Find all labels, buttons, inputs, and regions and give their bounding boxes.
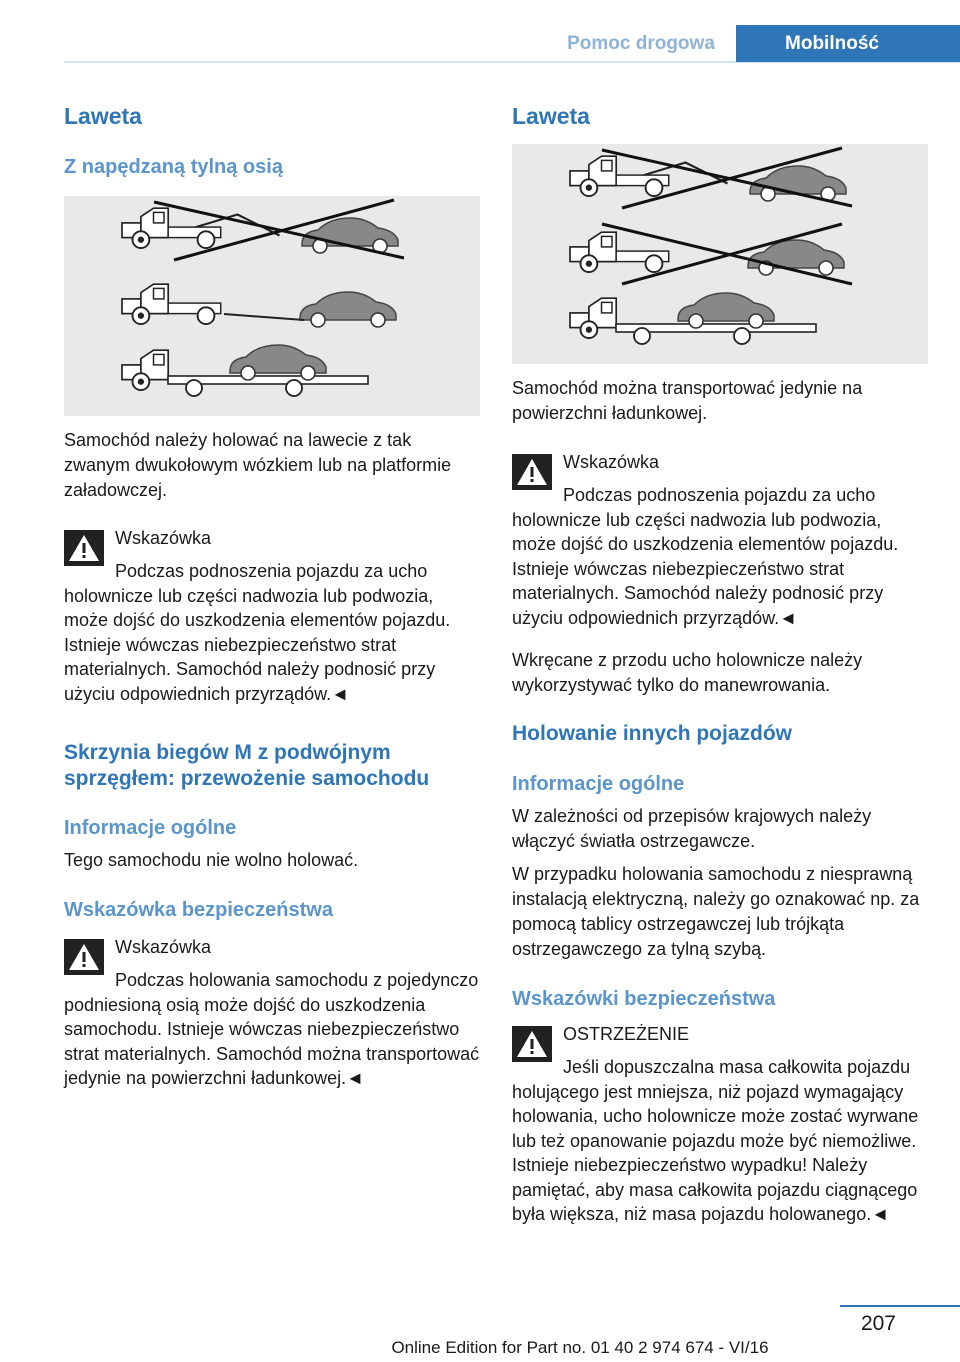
warning-text: Podczas holowania samochodu z pojedynczo podniesioną osią może dojść do uszkodzenia samochodu. Istnieje wówczas niebezpieczeństwo strat materialnych. Samochód można transportować jedynie na powierzchni ładunkowej.◄	[64, 970, 480, 1088]
tab-pomoc-drogowa[interactable]: Pomoc drogowa	[567, 32, 715, 54]
page-number: 207	[860, 1312, 896, 1335]
warning-text: Podczas podnoszenia pojazdu za ucho holownicze lub części nadwozia lub podwozia, może dojść do uszkodzenia elementów pojazdu. Istnieje wówczas niebezpieczeństwo strat materialnych. Samochód należy podnosić przy użyciu odpowiednich przyrządów.◄	[64, 561, 451, 704]
tow-truck-illustration	[512, 144, 928, 364]
subtitle-rear-axle: Z napędzaną tylną osią	[64, 156, 283, 178]
paragraph-no-tow: Tego samochodu nie wolno holować.	[64, 850, 359, 870]
section-title-laweta: Laweta	[64, 103, 142, 129]
subheading-safety: Wskazówki bezpieczeństwa	[512, 988, 776, 1010]
warning-title: Wskazówka	[115, 528, 212, 548]
warning-title: OSTRZEŻENIE	[563, 1024, 690, 1044]
tab-edge	[928, 25, 960, 62]
warning-text: Podczas podnoszenia pojazdu za ucho holownicze lub części nadwozia lub podwozia, może dojść do uszkodzenia elementów pojazdu. Istnieje wówczas niebezpieczeństwo strat materialnych. Samochód należy podnosić przy użyciu odpowiednich przyrządów.◄	[512, 485, 899, 628]
tab-mobilnosc[interactable]: Mobilność	[736, 25, 928, 62]
paragraph-hazard-lights: W zależności od przepisów krajowych należy włączyć światła ostrzegawcze.	[512, 806, 872, 851]
footer-rule	[840, 1305, 960, 1307]
subheading-general-info: Informacje ogólne	[64, 817, 237, 839]
paragraph-laweta: Samochód należy holować na lawecie z tak zwanym dwukołowym wózkiem lub na platformie załadowczej.	[64, 430, 452, 500]
heading-towing-others: Holowanie innych pojazdów	[512, 722, 793, 745]
subheading-safety: Wskazówka bezpieczeństwa	[64, 899, 333, 921]
paragraph-warning-sign: W przypadku holowania samochodu z niesprawną instalacją elektryczną, należy go oznakować np. za pomocą tablicy ostrzegawczej lub trójkąta ostrzegawczego za tylną szybą.	[512, 864, 920, 959]
section-title-laweta: Laweta	[512, 103, 590, 129]
tow-truck-illustration	[64, 196, 480, 416]
paragraph-front-hook: Wkręcane z przodu ucho holownicze należy wykorzystywać tylko do manewrowania.	[512, 650, 863, 695]
warning-title: Wskazówka	[563, 452, 660, 472]
edition-footer: Online Edition for Part no. 01 40 2 974 674 - VI/16	[391, 1338, 769, 1357]
warning-title: Wskazówka	[115, 937, 212, 957]
paragraph-transport: Samochód można transportować jedynie na powierzchni ładunkowej.	[512, 378, 863, 423]
warning-text: Jeśli dopuszczalna masa całkowita pojazdu holującego jest mniejsza, niż pojazd wymagający holowania, ucho holownicze może zostać wyrwane lub też opanowanie pojazdu może być niemożliwe. Istnieje niebezpieczeństwo wypadku! Należy pamiętać, aby masa całkowita pojazdu ciągnącego była większa, niż masa pojazdu holowanego.◄	[512, 1057, 919, 1224]
subheading-general-info: Informacje ogólne	[512, 773, 685, 795]
heading-m-gearbox: Skrzynia biegów M z podwójnym sprzęgłem: przewożenie samochodu	[64, 741, 430, 790]
